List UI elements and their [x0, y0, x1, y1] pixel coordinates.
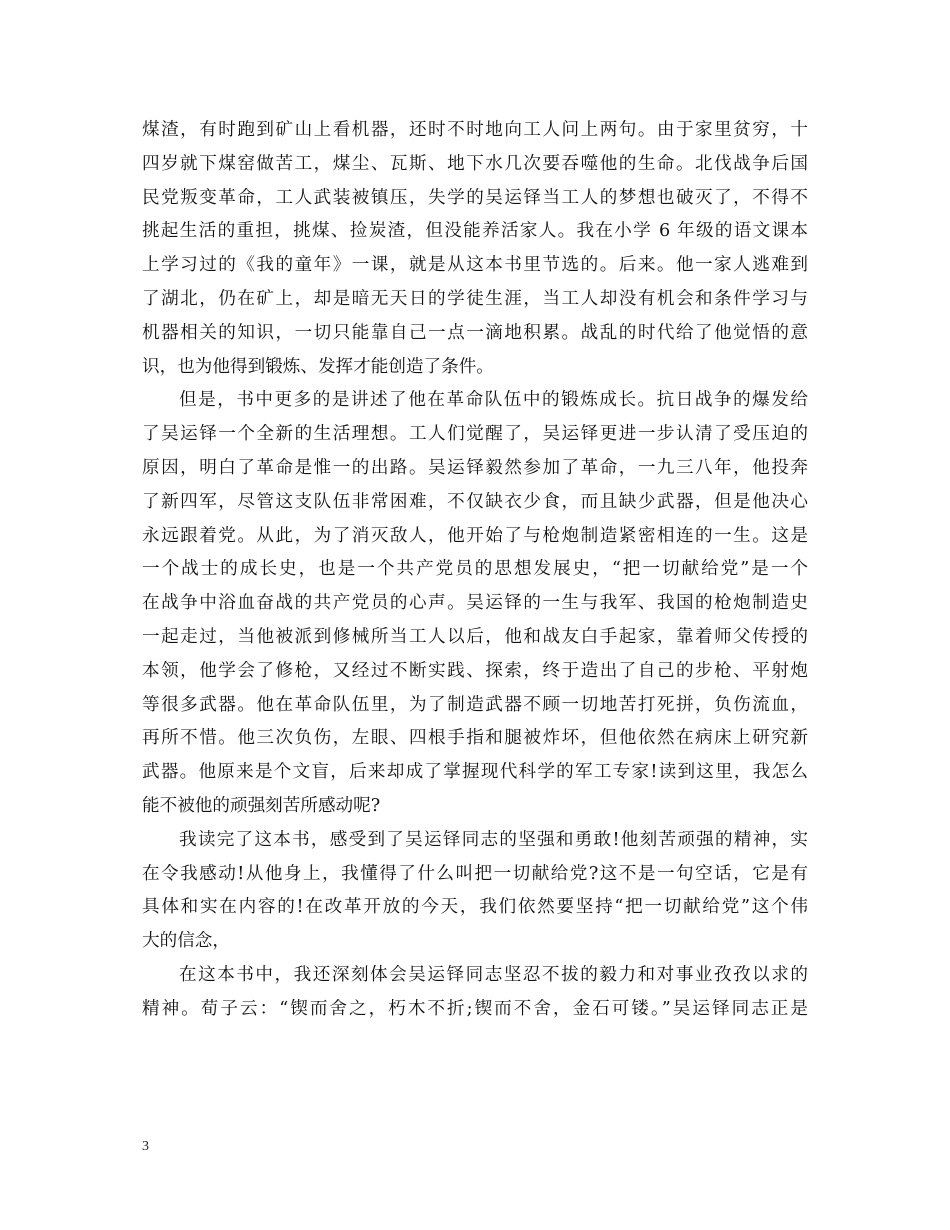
paragraph-2 — [142, 384, 808, 823]
text-line: 本领，他学会了修枪，又经过不断实践、探索，终于造出了自己的步枪、平射炮 — [142, 660, 808, 681]
paragraph-3 — [142, 824, 808, 959]
text-line: 但是，书中更多的是讲述了他在革命队伍中的锻炼成长。抗日战争的爆发给 — [179, 390, 808, 411]
text-line: 一个战士的成长史，也是一个共产党员的思想发展史，“把一切献给党”是一个 — [142, 559, 808, 580]
text-line: 识，也为他得到锻炼、发挥才能创造了条件。 — [142, 356, 494, 377]
text-line: 原因，明白了革命是惟一的出路。吴运铎毅然参加了革命，一九三八年，他投奔 — [142, 457, 808, 478]
text-line: 机器相关的知识，一切只能靠自己一点一滴地积累。战乱的时代给了他觉悟的意 — [142, 322, 808, 343]
text-line: 在令我感动!从他身上，我懂得了什么叫把一切献给党?这不是一句空话，它是有 — [142, 863, 808, 884]
text-line: 四岁就下煤窑做苦工，煤尘、瓦斯、地下水几次要吞噬他的生命。北伐战争后国 — [142, 153, 808, 174]
text-line: 能不被他的顽强刻苦所感动呢? — [142, 795, 381, 816]
text-line: 了新四军，尽管这支队伍非常困难，不仅缺衣少食，而且缺少武器，但是他决心 — [142, 491, 808, 512]
document-body — [142, 114, 808, 1027]
text-line: 上学习过的《我的童年》一课，就是从这本书里节选的。后来。他一家人逃难到 — [142, 255, 808, 276]
text-line: 煤渣，有时跑到矿山上看机器，还时不时地向工人问上两句。由于家里贫穷，十 — [142, 120, 808, 140]
text-line: 具体和实在内容的!在改革开放的今天，我们依然要坚持“把一切献给党”这个伟 — [142, 897, 808, 918]
text-line: 了吴运铎一个全新的生活理想。工人们觉醒了，吴运铎更进一步认清了受压迫的 — [142, 424, 808, 445]
text-line: 在战争中浴血奋战的共产党员的心声。吴运铎的一生与我军、我国的枪炮制造史 — [142, 593, 808, 614]
paragraph-4 — [142, 959, 808, 1027]
text-line: 挑起生活的重担，挑煤、捡炭渣，但没能养活家人。我在小学 6 年级的语文课本 — [142, 221, 808, 242]
text-line: 了湖北，仍在矿上，却是暗无天日的学徒生涯，当工人却没有机会和条件学习与 — [142, 288, 808, 309]
paragraph-1 — [142, 114, 808, 384]
text-line: 大的信念， — [142, 931, 230, 952]
text-line: 我读完了这本书，感受到了吴运铎同志的坚强和勇敢!他刻苦顽强的精神，实 — [179, 829, 808, 850]
text-line: 武器。他原来是个文盲，后来却成了掌握现代科学的军工专家!读到这里，我怎么 — [142, 762, 808, 783]
page-number: 3 — [142, 1139, 149, 1154]
text-line: 一起走过，当他被派到修械所当工人以后，他和战友白手起家，靠着师父传授的 — [142, 626, 808, 647]
text-line: 再所不惜。他三次负伤，左眼、四根手指和腿被炸坏，但他依然在病床上研究新 — [142, 728, 808, 749]
text-line: 永远跟着党。从此，为了消灭敌人，他开始了与枪炮制造紧密相连的一生。这是 — [142, 525, 808, 546]
text-line: 在这本书中，我还深刻体会吴运铎同志坚忍不拔的毅力和对事业孜孜以求的 — [179, 964, 808, 985]
text-line: 民党叛变革命，工人武装被镇压，失学的吴运铎当工人的梦想也破灭了，不得不 — [142, 187, 808, 208]
text-line: 精神。荀子云：“锲而舍之，朽木不折;锲而不舍，金石可镂。”吴运铎同志正是 — [142, 998, 808, 1019]
text-line: 等很多武器。他在革命队伍里，为了制造武器不顾一切地苦打死拼，负伤流血， — [142, 694, 808, 715]
